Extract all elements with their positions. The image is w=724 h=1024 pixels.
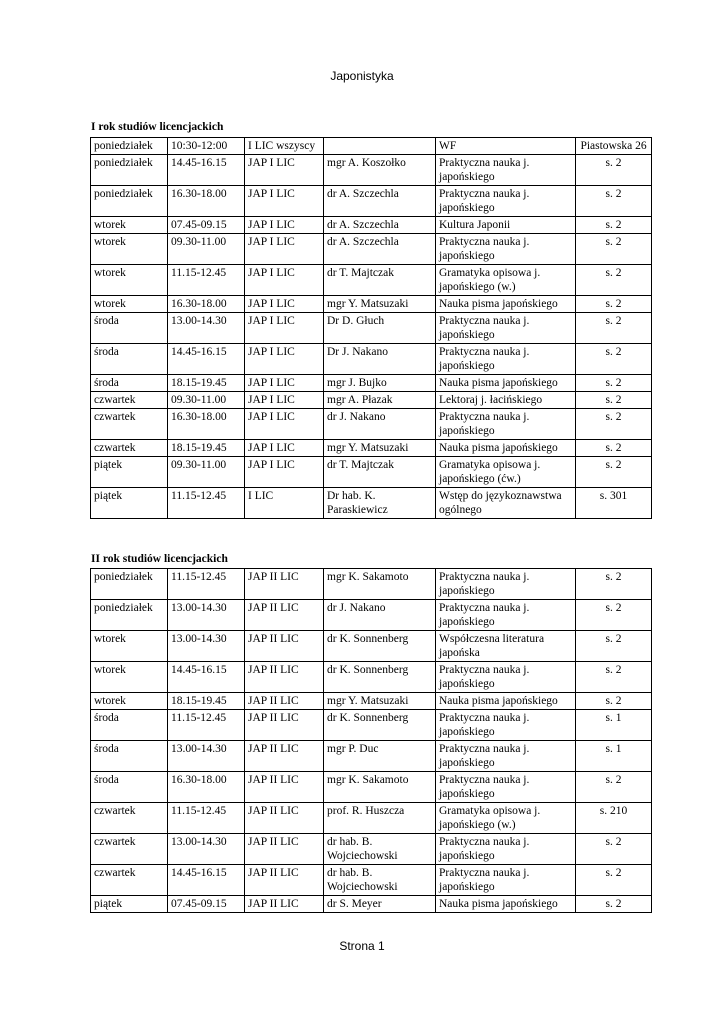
time-cell: 13.00-14.30: [168, 600, 245, 631]
room-cell: s. 2: [576, 600, 652, 631]
subject-cell: Gramatyka opisowa j. japońskiego (w.): [436, 803, 576, 834]
group-cell: JAP I LIC: [245, 155, 324, 186]
table-row: [91, 234, 652, 265]
group-cell: JAP I LIC: [245, 392, 324, 409]
teacher-cell: dr J. Nakano: [324, 409, 436, 440]
teacher-cell: dr A. Szczechla: [324, 234, 436, 265]
table-row: [91, 488, 652, 519]
group-cell: I LIC wszyscy: [245, 138, 324, 155]
table-row: [91, 693, 652, 710]
room-cell: s. 210: [576, 803, 652, 834]
teacher-cell: dr A. Szczechla: [324, 186, 436, 217]
teacher-cell: Dr hab. K. Paraskiewicz: [324, 488, 436, 519]
day-cell: czwartek: [91, 392, 168, 409]
table-row: [91, 265, 652, 296]
subject-cell: Współczesna literatura japońska: [436, 631, 576, 662]
time-cell: 18.15-19.45: [168, 375, 245, 392]
table-row: [91, 296, 652, 313]
time-cell: 16.30-18.00: [168, 186, 245, 217]
group-cell: JAP II LIC: [245, 710, 324, 741]
room-cell: s. 2: [576, 896, 652, 913]
time-cell: 16.30-18.00: [168, 409, 245, 440]
time-cell: 14.45-16.15: [168, 865, 245, 896]
section-title-year-1: I rok studiów licencjackich: [91, 121, 224, 133]
room-cell: s. 1: [576, 741, 652, 772]
time-cell: 07.45-09.15: [168, 217, 245, 234]
time-cell: 13.00-14.30: [168, 313, 245, 344]
subject-cell: Praktyczna nauka j. japońskiego: [436, 662, 576, 693]
room-cell: s. 2: [576, 313, 652, 344]
table-row: [91, 440, 652, 457]
room-cell: s. 2: [576, 662, 652, 693]
table-row: [91, 772, 652, 803]
room-cell: s. 301: [576, 488, 652, 519]
subject-cell: Praktyczna nauka j. japońskiego: [436, 741, 576, 772]
day-cell: czwartek: [91, 440, 168, 457]
group-cell: JAP II LIC: [245, 569, 324, 600]
table-row: [91, 834, 652, 865]
group-cell: JAP I LIC: [245, 313, 324, 344]
table-row: [91, 457, 652, 488]
teacher-cell: dr T. Majtczak: [324, 265, 436, 296]
day-cell: wtorek: [91, 631, 168, 662]
day-cell: środa: [91, 741, 168, 772]
time-cell: 16.30-18.00: [168, 296, 245, 313]
room-cell: s. 2: [576, 296, 652, 313]
teacher-cell: dr J. Nakano: [324, 600, 436, 631]
time-cell: 14.45-16.15: [168, 344, 245, 375]
page-title: Japonistyka: [330, 69, 394, 83]
teacher-cell: mgr A. Koszołko: [324, 155, 436, 186]
teacher-cell: dr K. Sonnenberg: [324, 631, 436, 662]
group-cell: JAP I LIC: [245, 440, 324, 457]
room-cell: Piastowska 26: [576, 138, 652, 155]
time-cell: 09.30-11.00: [168, 234, 245, 265]
table-row: [91, 186, 652, 217]
table-row: [91, 392, 652, 409]
subject-cell: Gramatyka opisowa j. japońskiego (w.): [436, 265, 576, 296]
teacher-cell: mgr J. Bujko: [324, 375, 436, 392]
group-cell: JAP II LIC: [245, 662, 324, 693]
time-cell: 11.15-12.45: [168, 803, 245, 834]
day-cell: czwartek: [91, 409, 168, 440]
day-cell: piątek: [91, 488, 168, 519]
subject-cell: Praktyczna nauka j. japońskiego: [436, 234, 576, 265]
room-cell: s. 2: [576, 865, 652, 896]
room-cell: s. 2: [576, 631, 652, 662]
day-cell: wtorek: [91, 265, 168, 296]
group-cell: JAP II LIC: [245, 600, 324, 631]
room-cell: s. 2: [576, 392, 652, 409]
group-cell: JAP II LIC: [245, 803, 324, 834]
day-cell: wtorek: [91, 693, 168, 710]
time-cell: 09.30-11.00: [168, 457, 245, 488]
teacher-cell: mgr K. Sakamoto: [324, 772, 436, 803]
subject-cell: Praktyczna nauka j. japońskiego: [436, 772, 576, 803]
day-cell: środa: [91, 344, 168, 375]
table-row: [91, 138, 652, 155]
subject-cell: Nauka pisma japońskiego: [436, 296, 576, 313]
day-cell: poniedziałek: [91, 155, 168, 186]
teacher-cell: dr hab. B. Wojciechowski: [324, 865, 436, 896]
group-cell: JAP I LIC: [245, 409, 324, 440]
table-row: [91, 865, 652, 896]
teacher-cell: dr K. Sonnenberg: [324, 710, 436, 741]
group-cell: JAP II LIC: [245, 741, 324, 772]
time-cell: 07.45-09.15: [168, 896, 245, 913]
subject-cell: Praktyczna nauka j. japońskiego: [436, 155, 576, 186]
group-cell: JAP I LIC: [245, 296, 324, 313]
schedule-table-year-1: [90, 137, 652, 519]
time-cell: 09.30-11.00: [168, 392, 245, 409]
day-cell: środa: [91, 710, 168, 741]
teacher-cell: mgr A. Płazak: [324, 392, 436, 409]
table-row: [91, 409, 652, 440]
day-cell: wtorek: [91, 217, 168, 234]
teacher-cell: dr K. Sonnenberg: [324, 662, 436, 693]
table-row: [91, 344, 652, 375]
day-cell: środa: [91, 313, 168, 344]
teacher-cell: dr hab. B. Wojciechowski: [324, 834, 436, 865]
time-cell: 13.00-14.30: [168, 631, 245, 662]
day-cell: poniedziałek: [91, 569, 168, 600]
time-cell: 18.15-19.45: [168, 440, 245, 457]
time-cell: 10:30-12:00: [168, 138, 245, 155]
table-row: [91, 803, 652, 834]
subject-cell: Wstęp do językoznawstwa ogólnego: [436, 488, 576, 519]
teacher-cell: prof. R. Huszcza: [324, 803, 436, 834]
group-cell: JAP I LIC: [245, 375, 324, 392]
table-row: [91, 662, 652, 693]
table-row: [91, 741, 652, 772]
subject-cell: Praktyczna nauka j. japońskiego: [436, 710, 576, 741]
day-cell: środa: [91, 772, 168, 803]
room-cell: s. 2: [576, 834, 652, 865]
table-row: [91, 631, 652, 662]
schedule-table-year-2: [90, 568, 652, 913]
time-cell: 11.15-12.45: [168, 488, 245, 519]
group-cell: JAP I LIC: [245, 234, 324, 265]
subject-cell: Nauka pisma japońskiego: [436, 375, 576, 392]
teacher-cell: Dr J. Nakano: [324, 344, 436, 375]
teacher-cell: [324, 138, 436, 155]
room-cell: s. 2: [576, 155, 652, 186]
room-cell: s. 2: [576, 440, 652, 457]
room-cell: s. 2: [576, 186, 652, 217]
teacher-cell: Dr D. Głuch: [324, 313, 436, 344]
subject-cell: Praktyczna nauka j. japońskiego: [436, 600, 576, 631]
time-cell: 11.15-12.45: [168, 710, 245, 741]
teacher-cell: dr S. Meyer: [324, 896, 436, 913]
teacher-cell: mgr P. Duc: [324, 741, 436, 772]
teacher-cell: mgr K. Sakamoto: [324, 569, 436, 600]
subject-cell: Nauka pisma japońskiego: [436, 440, 576, 457]
subject-cell: Praktyczna nauka j. japońskiego: [436, 409, 576, 440]
subject-cell: Praktyczna nauka j. japońskiego: [436, 186, 576, 217]
day-cell: środa: [91, 375, 168, 392]
group-cell: JAP II LIC: [245, 896, 324, 913]
group-cell: JAP II LIC: [245, 865, 324, 896]
time-cell: 11.15-12.45: [168, 265, 245, 296]
time-cell: 11.15-12.45: [168, 569, 245, 600]
room-cell: s. 2: [576, 693, 652, 710]
time-cell: 14.45-16.15: [168, 155, 245, 186]
room-cell: s. 2: [576, 457, 652, 488]
room-cell: s. 2: [576, 217, 652, 234]
teacher-cell: mgr Y. Matsuzaki: [324, 296, 436, 313]
group-cell: JAP II LIC: [245, 772, 324, 803]
group-cell: JAP I LIC: [245, 186, 324, 217]
subject-cell: Praktyczna nauka j. japońskiego: [436, 344, 576, 375]
time-cell: 13.00-14.30: [168, 834, 245, 865]
group-cell: JAP I LIC: [245, 217, 324, 234]
teacher-cell: dr A. Szczechla: [324, 217, 436, 234]
day-cell: wtorek: [91, 662, 168, 693]
subject-cell: Kultura Japonii: [436, 217, 576, 234]
subject-cell: WF: [436, 138, 576, 155]
time-cell: 14.45-16.15: [168, 662, 245, 693]
day-cell: czwartek: [91, 834, 168, 865]
subject-cell: Nauka pisma japońskiego: [436, 896, 576, 913]
room-cell: s. 2: [576, 772, 652, 803]
room-cell: s. 2: [576, 265, 652, 296]
day-cell: wtorek: [91, 296, 168, 313]
table-row: [91, 217, 652, 234]
table-row: [91, 896, 652, 913]
subject-cell: Lektoraj j. łacińskiego: [436, 392, 576, 409]
group-cell: JAP II LIC: [245, 693, 324, 710]
day-cell: piątek: [91, 896, 168, 913]
group-cell: JAP II LIC: [245, 834, 324, 865]
group-cell: JAP I LIC: [245, 457, 324, 488]
day-cell: czwartek: [91, 865, 168, 896]
day-cell: czwartek: [91, 803, 168, 834]
room-cell: s. 2: [576, 344, 652, 375]
table-row: [91, 313, 652, 344]
teacher-cell: mgr Y. Matsuzaki: [324, 440, 436, 457]
day-cell: piątek: [91, 457, 168, 488]
page-number: Strona 1: [339, 939, 385, 953]
table-row: [91, 600, 652, 631]
subject-cell: Gramatyka opisowa j. japońskiego (ćw.): [436, 457, 576, 488]
teacher-cell: mgr Y. Matsuzaki: [324, 693, 436, 710]
room-cell: s. 2: [576, 409, 652, 440]
day-cell: poniedziałek: [91, 186, 168, 217]
time-cell: 16.30-18.00: [168, 772, 245, 803]
section-title-year-2: II rok studiów licencjackich: [91, 553, 228, 565]
table-row: [91, 569, 652, 600]
room-cell: s. 2: [576, 375, 652, 392]
room-cell: s. 1: [576, 710, 652, 741]
subject-cell: Praktyczna nauka j. japońskiego: [436, 865, 576, 896]
subject-cell: Praktyczna nauka j. japońskiego: [436, 834, 576, 865]
time-cell: 13.00-14.30: [168, 741, 245, 772]
table-row: [91, 710, 652, 741]
teacher-cell: dr T. Majtczak: [324, 457, 436, 488]
table-row: [91, 375, 652, 392]
subject-cell: Nauka pisma japońskiego: [436, 693, 576, 710]
room-cell: s. 2: [576, 234, 652, 265]
subject-cell: Praktyczna nauka j. japońskiego: [436, 569, 576, 600]
room-cell: s. 2: [576, 569, 652, 600]
subject-cell: Praktyczna nauka j. japońskiego: [436, 313, 576, 344]
group-cell: JAP I LIC: [245, 265, 324, 296]
day-cell: wtorek: [91, 234, 168, 265]
table-row: [91, 155, 652, 186]
group-cell: JAP II LIC: [245, 631, 324, 662]
group-cell: JAP I LIC: [245, 344, 324, 375]
day-cell: poniedziałek: [91, 600, 168, 631]
time-cell: 18.15-19.45: [168, 693, 245, 710]
day-cell: poniedziałek: [91, 138, 168, 155]
group-cell: I LIC: [245, 488, 324, 519]
